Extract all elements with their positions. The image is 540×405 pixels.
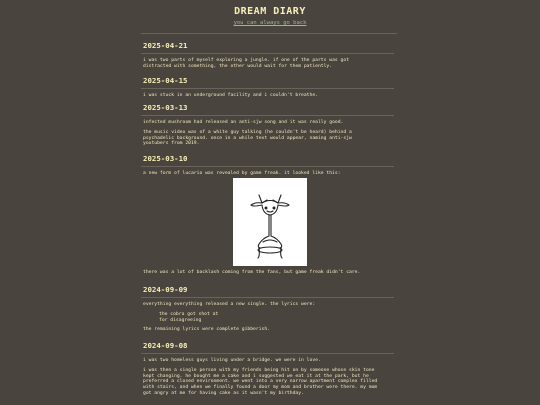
entry-text: everything everything released a new single. the lyrics were: [143,302,316,307]
entry-text-line: kept changing. he bought me a cake and i suggested we eat it at the park, but he [143,373,369,379]
entry-text: infected mushroom had released an anti-sjw song and it was really good. [143,120,344,125]
entry-text-line: i was then a single person with my friends being hit on by someone whose skin tone [143,367,375,373]
entry-text: a new form of lucario was revealed by game freak. it looked like this: [143,171,341,176]
entry-text-line: preferred a closed environment. we went into a very narrow apartment complex filled [143,379,378,385]
diary-entry [143,103,396,147]
header-divider [141,33,397,34]
entry-date: 2025-04-21 [143,41,188,50]
entry-text [143,58,396,70]
entry-divider [141,115,394,116]
entry-date: 2025-03-10 [143,154,188,163]
entry-date: 2024-09-09 [143,285,188,294]
entry-text [143,130,396,147]
entry-text-line: with stairs, and when we finally found a door my mom and brother were there. my mom [143,385,378,391]
lucario-sketch-icon [233,178,307,266]
entry-divider [141,88,394,89]
lyrics-line: the cobra got shot at [159,311,219,317]
entry-divider [141,297,394,298]
entry-text-line: got angry at me for having cake as it wasn't my birthday. [143,390,304,396]
entry-divider [141,353,394,354]
lucario-drawing-image [233,178,307,266]
entry-text: there was a lot of backlash coming from the fans, but game freak didn't care. [143,270,361,275]
entry-divider [141,53,394,54]
entry-text [143,368,396,397]
entry-text: i was stuck in an underground facility and i couldn't breathe. [143,93,318,98]
diary-entry [143,41,396,70]
entry-text: i was two homeless guys living under a bridge. we were in love. [143,358,321,363]
diary-entry [143,341,396,397]
entry-divider [141,166,394,167]
entry-text-line: i was two parts of myself exploring a jungle. if one of the parts was got [143,58,350,63]
entry-text-line: the music video was of a white guy talking (he couldn't be heard) behind a [143,129,352,135]
lyrics-quote [143,312,396,324]
entry-text-line: psychadelic background. once in a while text would appear, naming anti-sjw [143,135,352,141]
entry-continued [143,270,396,276]
lyrics-line: for disagreeing [159,317,202,323]
entry-text-line: distracted with something, the other would wait for them patiently. [143,63,333,69]
entry-date: 2024-09-08 [143,341,188,350]
back-link[interactable]: you can always go back [233,20,307,26]
entry-text: the remaining lyrics were complete gibberish. [143,327,270,333]
entry-date: 2025-04-15 [143,76,188,85]
diary-entry [143,76,396,99]
diary-entry [143,285,396,333]
site-title: DREAM DIARY [234,6,306,17]
entry-text-line: youtubers from 2019. [143,141,200,147]
diary-entry [143,154,396,177]
entry-date: 2025-03-13 [143,103,188,112]
